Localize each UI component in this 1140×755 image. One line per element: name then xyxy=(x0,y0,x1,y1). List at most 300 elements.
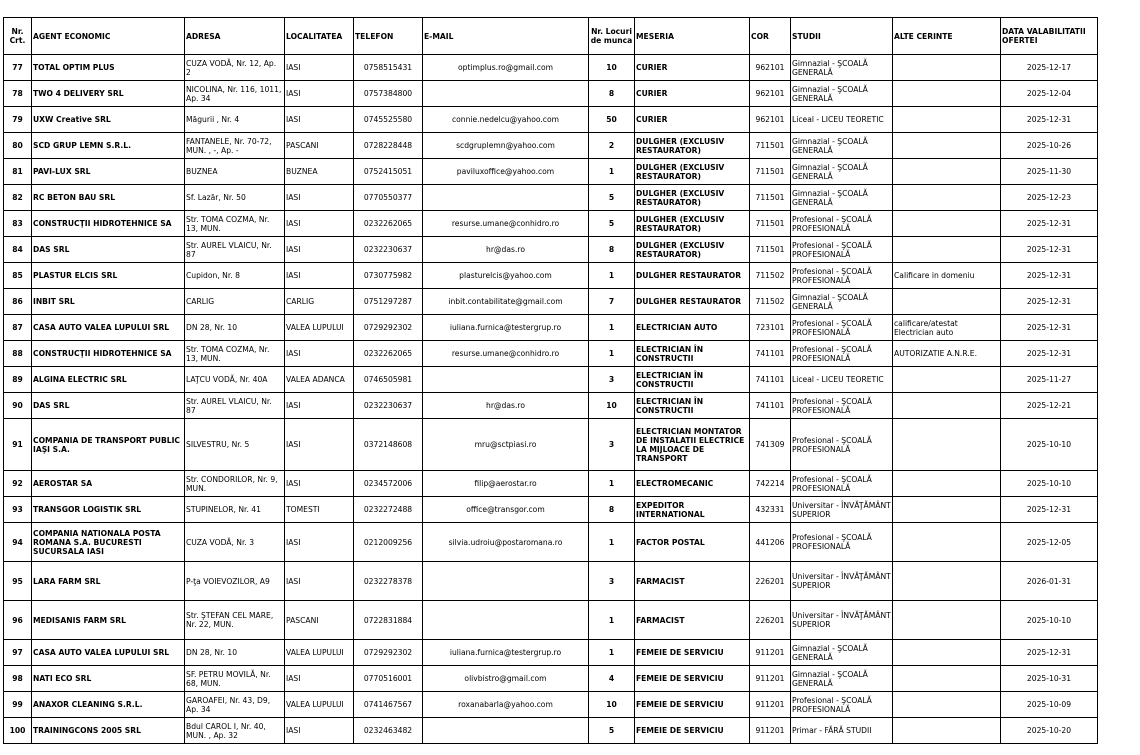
cell-meseria: EXPEDITOR INTERNATIONAL xyxy=(635,497,750,523)
cell-nr: 96 xyxy=(4,601,32,640)
cell-localitatea: IASI xyxy=(285,211,354,237)
cell-localitatea: IASI xyxy=(285,81,354,107)
cell-nr: 87 xyxy=(4,315,32,341)
cell-email[interactable]: mru@sctpiasi.ro xyxy=(423,419,589,471)
cell-alte xyxy=(893,185,1001,211)
cell-locuri: 3 xyxy=(589,419,635,471)
cell-locuri: 1 xyxy=(589,640,635,666)
cell-cor: 711501 xyxy=(750,185,791,211)
cell-studii: Universitar - ÎNVĂŢĂMÂNT SUPERIOR xyxy=(791,601,893,640)
cell-adresa: CUZA VODĂ, Nr. 12, Ap. 2 xyxy=(185,55,285,81)
cell-data: 2025-12-21 xyxy=(1001,393,1098,419)
cell-email[interactable]: hr@das.ro xyxy=(423,237,589,263)
table-row xyxy=(4,718,1098,744)
cell-adresa: DN 28, Nr. 10 xyxy=(185,640,285,666)
cell-telefon: 0751297287 xyxy=(354,289,423,315)
cell-nr: 77 xyxy=(4,55,32,81)
cell-studii: Profesional - ŞCOALĂ PROFESIONALĂ xyxy=(791,393,893,419)
cell-telefon: 0752415051 xyxy=(354,159,423,185)
table-row xyxy=(4,315,1098,341)
cell-data: 2025-10-10 xyxy=(1001,601,1098,640)
cell-email[interactable] xyxy=(423,562,589,601)
cell-telefon: 0232230637 xyxy=(354,393,423,419)
cell-localitatea: BUZNEA xyxy=(285,159,354,185)
cell-adresa: Bdul CAROL I, Nr. 40, MUN. , Ap. 32 xyxy=(185,718,285,744)
cell-email[interactable]: scdgruplemn@yahoo.com xyxy=(423,133,589,159)
cell-localitatea: IASI xyxy=(285,523,354,562)
cell-meseria: DULGHER (EXCLUSIV RESTAURATOR) xyxy=(635,211,750,237)
header-localitatea: LOCALITATEA xyxy=(285,18,354,55)
cell-meseria: DULGHER (EXCLUSIV RESTAURATOR) xyxy=(635,185,750,211)
cell-adresa: Str. TOMA COZMA, Nr. 13, MUN. xyxy=(185,341,285,367)
cell-agent: CASA AUTO VALEA LUPULUI SRL xyxy=(32,640,185,666)
cell-meseria: DULGHER RESTAURATOR xyxy=(635,263,750,289)
table-row xyxy=(4,471,1098,497)
cell-agent: DAS SRL xyxy=(32,393,185,419)
cell-studii: Profesional - ŞCOALĂ PROFESIONALĂ xyxy=(791,419,893,471)
cell-meseria: DULGHER (EXCLUSIV RESTAURATOR) xyxy=(635,133,750,159)
cell-alte xyxy=(893,666,1001,692)
cell-locuri: 1 xyxy=(589,601,635,640)
table-row xyxy=(4,497,1098,523)
cell-alte: calificare/atestat Electrician auto xyxy=(893,315,1001,341)
cell-nr: 91 xyxy=(4,419,32,471)
cell-alte xyxy=(893,497,1001,523)
header-data: DATA VALABILITATII OFERTEI xyxy=(1001,18,1098,55)
table-row xyxy=(4,211,1098,237)
cell-meseria: DULGHER (EXCLUSIV RESTAURATOR) xyxy=(635,237,750,263)
table-row xyxy=(4,263,1098,289)
cell-cor: 711501 xyxy=(750,159,791,185)
cell-locuri: 5 xyxy=(589,718,635,744)
cell-localitatea: IASI xyxy=(285,471,354,497)
cell-locuri: 8 xyxy=(589,497,635,523)
cell-email[interactable] xyxy=(423,601,589,640)
cell-adresa: LAŢCU VODĂ, Nr. 40A xyxy=(185,367,285,393)
cell-agent: CONSTRUCŢII HIDROTEHNICE SA xyxy=(32,211,185,237)
cell-cor: 711502 xyxy=(750,263,791,289)
cell-studii: Profesional - ŞCOALĂ PROFESIONALĂ xyxy=(791,471,893,497)
cell-email[interactable]: roxanabarla@yahoo.com xyxy=(423,692,589,718)
cell-localitatea: IASI xyxy=(285,718,354,744)
cell-agent: TOTAL OPTIM PLUS xyxy=(32,55,185,81)
cell-agent: PLASTUR ELCIS SRL xyxy=(32,263,185,289)
cell-studii: Universitar - ÎNVĂŢĂMÂNT SUPERIOR xyxy=(791,497,893,523)
cell-agent: MEDISANIS FARM SRL xyxy=(32,601,185,640)
cell-data: 2025-10-26 xyxy=(1001,133,1098,159)
cell-studii: Gimnazial - ŞCOALĂ GENERALĂ xyxy=(791,159,893,185)
cell-agent: PAVI-LUX SRL xyxy=(32,159,185,185)
cell-cor: 911201 xyxy=(750,640,791,666)
table-row xyxy=(4,419,1098,471)
cell-data: 2025-11-30 xyxy=(1001,159,1098,185)
cell-data: 2025-12-31 xyxy=(1001,211,1098,237)
cell-localitatea: PASCANI xyxy=(285,601,354,640)
cell-alte xyxy=(893,367,1001,393)
cell-telefon: 0770516001 xyxy=(354,666,423,692)
cell-email[interactable]: paviluxoffice@yahoo.com xyxy=(423,159,589,185)
cell-data: 2025-12-23 xyxy=(1001,185,1098,211)
cell-localitatea: PASCANI xyxy=(285,133,354,159)
header-agent: AGENT ECONOMIC xyxy=(32,18,185,55)
cell-agent: CONSTRUCŢII HIDROTEHNICE SA xyxy=(32,341,185,367)
cell-meseria: DULGHER RESTAURATOR xyxy=(635,289,750,315)
cell-alte xyxy=(893,211,1001,237)
cell-nr: 92 xyxy=(4,471,32,497)
cell-data: 2025-10-09 xyxy=(1001,692,1098,718)
cell-adresa: Str. AUREL VLAICU, Nr. 87 xyxy=(185,237,285,263)
cell-nr: 80 xyxy=(4,133,32,159)
cell-data: 2025-12-31 xyxy=(1001,640,1098,666)
cell-locuri: 10 xyxy=(589,55,635,81)
cell-cor: 723101 xyxy=(750,315,791,341)
cell-agent: TRAININGCONS 2005 SRL xyxy=(32,718,185,744)
cell-studii: Profesional - ŞCOALĂ PROFESIONALĂ xyxy=(791,692,893,718)
cell-email[interactable] xyxy=(423,367,589,393)
cell-data: 2025-10-10 xyxy=(1001,471,1098,497)
cell-telefon: 0234572006 xyxy=(354,471,423,497)
cell-email[interactable]: iuliana.furnica@testergrup.ro xyxy=(423,315,589,341)
cell-localitatea: VALEA ADANCA xyxy=(285,367,354,393)
cell-agent: TRANSGOR LOGISTIK SRL xyxy=(32,497,185,523)
cell-cor: 226201 xyxy=(750,601,791,640)
cell-studii: Primar - FĂRĂ STUDII xyxy=(791,718,893,744)
cell-alte xyxy=(893,471,1001,497)
cell-meseria: CURIER xyxy=(635,55,750,81)
cell-alte: AUTORIZATIE A.N.R.E. xyxy=(893,341,1001,367)
table-row xyxy=(4,523,1098,562)
cell-meseria: CURIER xyxy=(635,107,750,133)
cell-localitatea: IASI xyxy=(285,419,354,471)
cell-studii: Gimnazial - ŞCOALĂ GENERALĂ xyxy=(791,81,893,107)
cell-nr: 88 xyxy=(4,341,32,367)
cell-email[interactable]: olivbistro@gmail.com xyxy=(423,666,589,692)
cell-nr: 89 xyxy=(4,367,32,393)
cell-agent: DAS SRL xyxy=(32,237,185,263)
cell-cor: 711501 xyxy=(750,237,791,263)
cell-studii: Profesional - ŞCOALĂ PROFESIONALĂ xyxy=(791,523,893,562)
cell-localitatea: IASI xyxy=(285,393,354,419)
cell-locuri: 10 xyxy=(589,692,635,718)
cell-data: 2025-12-17 xyxy=(1001,55,1098,81)
cell-locuri: 8 xyxy=(589,81,635,107)
cell-localitatea: VALEA LUPULUI xyxy=(285,315,354,341)
cell-alte xyxy=(893,562,1001,601)
cell-telefon: 0729292302 xyxy=(354,315,423,341)
cell-nr: 86 xyxy=(4,289,32,315)
cell-alte xyxy=(893,237,1001,263)
cell-nr: 97 xyxy=(4,640,32,666)
table-row xyxy=(4,666,1098,692)
cell-telefon: 0746505981 xyxy=(354,367,423,393)
cell-alte xyxy=(893,601,1001,640)
cell-nr: 99 xyxy=(4,692,32,718)
cell-email[interactable]: office@transgor.com xyxy=(423,497,589,523)
cell-meseria: CURIER xyxy=(635,81,750,107)
cell-studii: Gimnazial - ŞCOALĂ GENERALĂ xyxy=(791,640,893,666)
cell-agent: ALGINA ELECTRIC SRL xyxy=(32,367,185,393)
cell-studii: Profesional - ŞCOALĂ PROFESIONALĂ xyxy=(791,211,893,237)
cell-meseria: DULGHER (EXCLUSIV RESTAURATOR) xyxy=(635,159,750,185)
cell-nr: 90 xyxy=(4,393,32,419)
table-row xyxy=(4,55,1098,81)
cell-adresa: SILVESTRU, Nr. 5 xyxy=(185,419,285,471)
cell-studii: Profesional - ŞCOALĂ PROFESIONALĂ xyxy=(791,263,893,289)
cell-cor: 441206 xyxy=(750,523,791,562)
cell-studii: Gimnazial - ŞCOALĂ GENERALĂ xyxy=(791,666,893,692)
cell-meseria: ELECTROMECANIC xyxy=(635,471,750,497)
cell-cor: 911201 xyxy=(750,718,791,744)
cell-agent: NATI ECO SRL xyxy=(32,666,185,692)
table-row xyxy=(4,185,1098,211)
cell-adresa: P-ţa VOIEVOZILOR, A9 xyxy=(185,562,285,601)
cell-email[interactable]: hr@das.ro xyxy=(423,393,589,419)
cell-locuri: 1 xyxy=(589,523,635,562)
cell-data: 2025-10-20 xyxy=(1001,718,1098,744)
cell-agent: CASA AUTO VALEA LUPULUI SRL xyxy=(32,315,185,341)
cell-meseria: FEMEIE DE SERVICIU xyxy=(635,640,750,666)
cell-locuri: 7 xyxy=(589,289,635,315)
cell-meseria: FARMACIST xyxy=(635,562,750,601)
cell-alte xyxy=(893,393,1001,419)
cell-data: 2025-12-31 xyxy=(1001,107,1098,133)
cell-studii: Liceal - LICEU TEORETIC xyxy=(791,367,893,393)
cell-telefon: 0212009256 xyxy=(354,523,423,562)
cell-telefon: 0741467567 xyxy=(354,692,423,718)
cell-nr: 94 xyxy=(4,523,32,562)
table-row xyxy=(4,393,1098,419)
cell-alte xyxy=(893,55,1001,81)
cell-locuri: 3 xyxy=(589,367,635,393)
cell-meseria: ELECTRICIAN ÎN CONSTRUCTII xyxy=(635,393,750,419)
cell-meseria: FEMEIE DE SERVICIU xyxy=(635,718,750,744)
cell-adresa: Str. AUREL VLAICU, Nr. 87 xyxy=(185,393,285,419)
cell-locuri: 1 xyxy=(589,159,635,185)
cell-data: 2025-11-27 xyxy=(1001,367,1098,393)
cell-adresa: STUPINELOR, Nr. 41 xyxy=(185,497,285,523)
cell-locuri: 50 xyxy=(589,107,635,133)
cell-locuri: 8 xyxy=(589,237,635,263)
table-row xyxy=(4,107,1098,133)
cell-locuri: 2 xyxy=(589,133,635,159)
cell-cor: 742214 xyxy=(750,471,791,497)
cell-data: 2025-12-31 xyxy=(1001,237,1098,263)
cell-data: 2025-10-31 xyxy=(1001,666,1098,692)
cell-localitatea: IASI xyxy=(285,55,354,81)
cell-email[interactable]: plasturelcis@yahoo.com xyxy=(423,263,589,289)
cell-agent: RC BETON BAU SRL xyxy=(32,185,185,211)
cell-data: 2026-01-31 xyxy=(1001,562,1098,601)
cell-email[interactable] xyxy=(423,185,589,211)
table-row xyxy=(4,289,1098,315)
cell-locuri: 1 xyxy=(589,341,635,367)
cell-adresa: CUZA VODĂ, Nr. 3 xyxy=(185,523,285,562)
cell-email[interactable]: inbit.contabilitate@gmail.com xyxy=(423,289,589,315)
cell-email[interactable]: connie.nedelcu@yahoo.com xyxy=(423,107,589,133)
cell-studii: Universitar - ÎNVĂŢĂMÂNT SUPERIOR xyxy=(791,562,893,601)
cell-locuri: 5 xyxy=(589,211,635,237)
cell-adresa: BUZNEA xyxy=(185,159,285,185)
header-locuri: Nr. Locuri de munca xyxy=(589,18,635,55)
cell-studii: Liceal - LICEU TEORETIC xyxy=(791,107,893,133)
header-cor: COR xyxy=(750,18,791,55)
cell-telefon: 0758515431 xyxy=(354,55,423,81)
header-nr: Nr. Crt. xyxy=(4,18,32,55)
cell-locuri: 3 xyxy=(589,562,635,601)
cell-cor: 741309 xyxy=(750,419,791,471)
table-row xyxy=(4,692,1098,718)
cell-adresa: Str. CONDORILOR, Nr. 9, MUN. xyxy=(185,471,285,497)
cell-locuri: 1 xyxy=(589,315,635,341)
cell-agent: TWO 4 DELIVERY SRL xyxy=(32,81,185,107)
cell-telefon: 0232272488 xyxy=(354,497,423,523)
cell-meseria: ELECTRICIAN MONTATOR DE INSTALATII ELECTRICE LA MIJLOACE DE TRANSPORT xyxy=(635,419,750,471)
cell-meseria: FACTOR POSTAL xyxy=(635,523,750,562)
cell-telefon: 0729292302 xyxy=(354,640,423,666)
cell-locuri: 5 xyxy=(589,185,635,211)
cell-adresa: Str. TOMA COZMA, Nr. 13, MUN. xyxy=(185,211,285,237)
cell-data: 2025-12-05 xyxy=(1001,523,1098,562)
table-row xyxy=(4,601,1098,640)
cell-localitatea: TOMESTI xyxy=(285,497,354,523)
table-header-row xyxy=(4,18,1098,55)
cell-nr: 82 xyxy=(4,185,32,211)
cell-studii: Profesional - ŞCOALĂ PROFESIONALĂ xyxy=(791,237,893,263)
cell-telefon: 0232262065 xyxy=(354,341,423,367)
cell-data: 2025-12-31 xyxy=(1001,341,1098,367)
cell-nr: 78 xyxy=(4,81,32,107)
cell-adresa: DN 28, Nr. 10 xyxy=(185,315,285,341)
cell-adresa: GAROAFEI, Nr. 43, D9, Ap. 34 xyxy=(185,692,285,718)
cell-meseria: FEMEIE DE SERVICIU xyxy=(635,666,750,692)
cell-email[interactable]: iuliana.furnica@testergrup.ro xyxy=(423,640,589,666)
table-row xyxy=(4,81,1098,107)
cell-telefon: 0728228448 xyxy=(354,133,423,159)
cell-agent: COMPANIA NATIONALA POSTA ROMANA S.A. BUCURESTI SUCURSALA IASI xyxy=(32,523,185,562)
cell-cor: 962101 xyxy=(750,107,791,133)
cell-telefon: 0232278378 xyxy=(354,562,423,601)
cell-email[interactable]: resurse.umane@conhidro.ro xyxy=(423,211,589,237)
cell-nr: 81 xyxy=(4,159,32,185)
cell-data: 2025-10-10 xyxy=(1001,419,1098,471)
cell-alte: Calificare in domeniu xyxy=(893,263,1001,289)
table-row xyxy=(4,133,1098,159)
cell-cor: 741101 xyxy=(750,393,791,419)
cell-data: 2025-12-31 xyxy=(1001,289,1098,315)
cell-telefon: 0770550377 xyxy=(354,185,423,211)
header-studii: STUDII xyxy=(791,18,893,55)
table-row xyxy=(4,237,1098,263)
job-offers-table xyxy=(3,17,1098,744)
cell-agent: UXW Creative SRL xyxy=(32,107,185,133)
table-row xyxy=(4,341,1098,367)
cell-localitatea: IASI xyxy=(285,562,354,601)
cell-telefon: 0722831884 xyxy=(354,601,423,640)
table-body xyxy=(4,55,1098,744)
cell-telefon: 0232230637 xyxy=(354,237,423,263)
cell-studii: Gimnazial - ŞCOALĂ GENERALĂ xyxy=(791,55,893,81)
job-offers-sheet xyxy=(3,17,1098,744)
cell-nr: 100 xyxy=(4,718,32,744)
cell-email[interactable]: silvia.udroiu@postaromana.ro xyxy=(423,523,589,562)
cell-localitatea: IASI xyxy=(285,263,354,289)
cell-email[interactable] xyxy=(423,718,589,744)
cell-cor: 741101 xyxy=(750,341,791,367)
cell-localitatea: VALEA LUPULUI xyxy=(285,640,354,666)
cell-meseria: FARMACIST xyxy=(635,601,750,640)
cell-adresa: Măgurii , Nr. 4 xyxy=(185,107,285,133)
table-row xyxy=(4,562,1098,601)
cell-telefon: 0232262065 xyxy=(354,211,423,237)
cell-studii: Profesional - ŞCOALĂ PROFESIONALĂ xyxy=(791,341,893,367)
cell-adresa: FANTANELE, Nr. 70-72, MUN. , -, Ap. - xyxy=(185,133,285,159)
cell-telefon: 0757384800 xyxy=(354,81,423,107)
cell-nr: 93 xyxy=(4,497,32,523)
cell-alte xyxy=(893,718,1001,744)
cell-adresa: Sf. Lazăr, Nr. 50 xyxy=(185,185,285,211)
cell-locuri: 10 xyxy=(589,393,635,419)
cell-localitatea: IASI xyxy=(285,341,354,367)
cell-meseria: ELECTRICIAN ÎN CONSTRUCTII xyxy=(635,367,750,393)
header-adresa: ADRESA xyxy=(185,18,285,55)
cell-localitatea: IASI xyxy=(285,666,354,692)
cell-agent: COMPANIA DE TRANSPORT PUBLIC IAŞI S.A. xyxy=(32,419,185,471)
cell-agent: LARA FARM SRL xyxy=(32,562,185,601)
header-telefon: TELEFON xyxy=(354,18,423,55)
cell-adresa: SF. PETRU MOVILĂ, Nr. 68, MUN. xyxy=(185,666,285,692)
cell-email[interactable]: filip@aerostar.ro xyxy=(423,471,589,497)
cell-cor: 962101 xyxy=(750,81,791,107)
cell-email[interactable]: optimplus.ro@gmail.com xyxy=(423,55,589,81)
header-meseria: MESERIA xyxy=(635,18,750,55)
cell-alte xyxy=(893,523,1001,562)
cell-localitatea: IASI xyxy=(285,107,354,133)
cell-studii: Gimnazial - ŞCOALĂ GENERALĂ xyxy=(791,289,893,315)
cell-data: 2025-12-31 xyxy=(1001,263,1098,289)
cell-adresa: CARLIG xyxy=(185,289,285,315)
cell-email[interactable] xyxy=(423,81,589,107)
cell-telefon: 0372148608 xyxy=(354,419,423,471)
cell-telefon: 0745525580 xyxy=(354,107,423,133)
cell-cor: 741101 xyxy=(750,367,791,393)
cell-alte xyxy=(893,133,1001,159)
cell-email[interactable]: resurse.umane@conhidro.ro xyxy=(423,341,589,367)
cell-data: 2025-12-31 xyxy=(1001,315,1098,341)
cell-cor: 711501 xyxy=(750,211,791,237)
table-row xyxy=(4,159,1098,185)
cell-cor: 911201 xyxy=(750,692,791,718)
cell-agent: ANAXOR CLEANING S.R.L. xyxy=(32,692,185,718)
cell-telefon: 0730775982 xyxy=(354,263,423,289)
cell-cor: 226201 xyxy=(750,562,791,601)
table-row xyxy=(4,640,1098,666)
cell-nr: 98 xyxy=(4,666,32,692)
cell-telefon: 0232463482 xyxy=(354,718,423,744)
cell-alte xyxy=(893,81,1001,107)
cell-alte xyxy=(893,640,1001,666)
cell-localitatea: VALEA LUPULUI xyxy=(285,692,354,718)
cell-adresa: Cupidon, Nr. 8 xyxy=(185,263,285,289)
cell-agent: SCD GRUP LEMN S.R.L. xyxy=(32,133,185,159)
cell-cor: 962101 xyxy=(750,55,791,81)
cell-localitatea: IASI xyxy=(285,185,354,211)
cell-nr: 85 xyxy=(4,263,32,289)
cell-locuri: 4 xyxy=(589,666,635,692)
cell-adresa: Str. ŞTEFAN CEL MARE, Nr. 22, MUN. xyxy=(185,601,285,640)
cell-agent: INBIT SRL xyxy=(32,289,185,315)
cell-agent: AEROSTAR SA xyxy=(32,471,185,497)
cell-locuri: 1 xyxy=(589,263,635,289)
